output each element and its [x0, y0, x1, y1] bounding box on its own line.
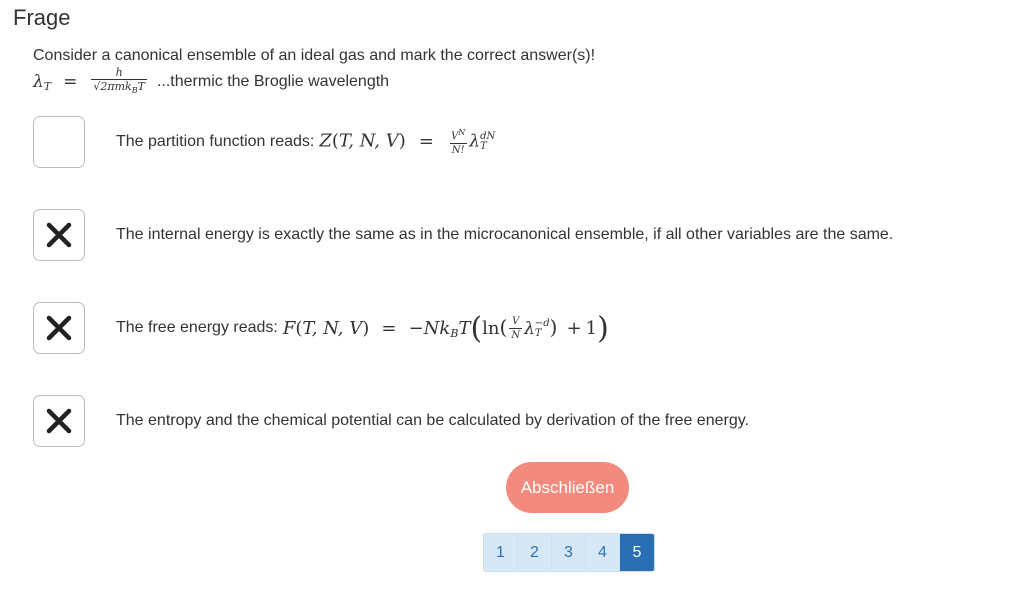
page-link-2[interactable]: 2 [518, 534, 552, 571]
free-energy-formula: F(T, N, $V) = -Nk_BT(\ln$( $\frac{V}{N}$ λ −d T ) + 1) [282, 310, 609, 346]
lambda-definition: $\lambda_T$ = $\frac{h}{√2\pi mk_BT}$ ...thermic the Broglie wavelength [33, 66, 390, 95]
pagination [483, 533, 655, 572]
answer-checkbox-1[interactable] [33, 116, 85, 168]
answer-label-1: The partition function reads: Z(T, N, V) = $\frac{V^N}{N!}$ λ dN T [116, 128, 496, 156]
answer-option-1 [33, 116, 973, 168]
answer-label-3: The free energy reads: F(T, N, $V) = -Nk_BT(\ln$( $\frac{V}{N}$ λ −d T ) + 1) [116, 310, 609, 346]
page-title: Frage [13, 5, 71, 30]
answer-option-4 [33, 395, 973, 447]
answer-label-4: The entropy and the chemical potential can be calculated by derivation of the free energy. [116, 412, 749, 429]
answer-option-2 [33, 209, 973, 261]
finish-button[interactable]: Abschließen [506, 462, 629, 513]
page-link-1[interactable]: 1 [484, 534, 518, 571]
lambda-formula: $\lambda_T$ [33, 71, 52, 93]
answer-label-2: The internal energy is exactly the same as in the microcanonical ensemble, if all other variables are the same. [116, 226, 894, 243]
close-x-icon [45, 221, 73, 249]
answer-option-3 [33, 302, 973, 354]
lambda-note: ...thermic the Broglie wavelength [156, 73, 390, 90]
close-x-icon [45, 314, 73, 342]
partition-function-formula: Z(T, N, V) = $\frac{V^N}{N!}$ λ dN T [319, 128, 496, 156]
lambda-fraction: $\frac{h}{√2\pi mk_BT}$ [93, 66, 145, 95]
page-link-4[interactable]: 4 [586, 534, 620, 571]
answer-checkbox-2[interactable] [33, 209, 85, 261]
page-link-5[interactable]: 5 [620, 534, 654, 571]
close-x-icon [45, 407, 73, 435]
answer-checkbox-4[interactable] [33, 395, 85, 447]
question-text: Consider a canonical ensemble of an ideal gas and mark the correct answer(s)! [33, 47, 596, 64]
page-link-3[interactable]: 3 [552, 534, 586, 571]
answer-checkbox-3[interactable] [33, 302, 85, 354]
